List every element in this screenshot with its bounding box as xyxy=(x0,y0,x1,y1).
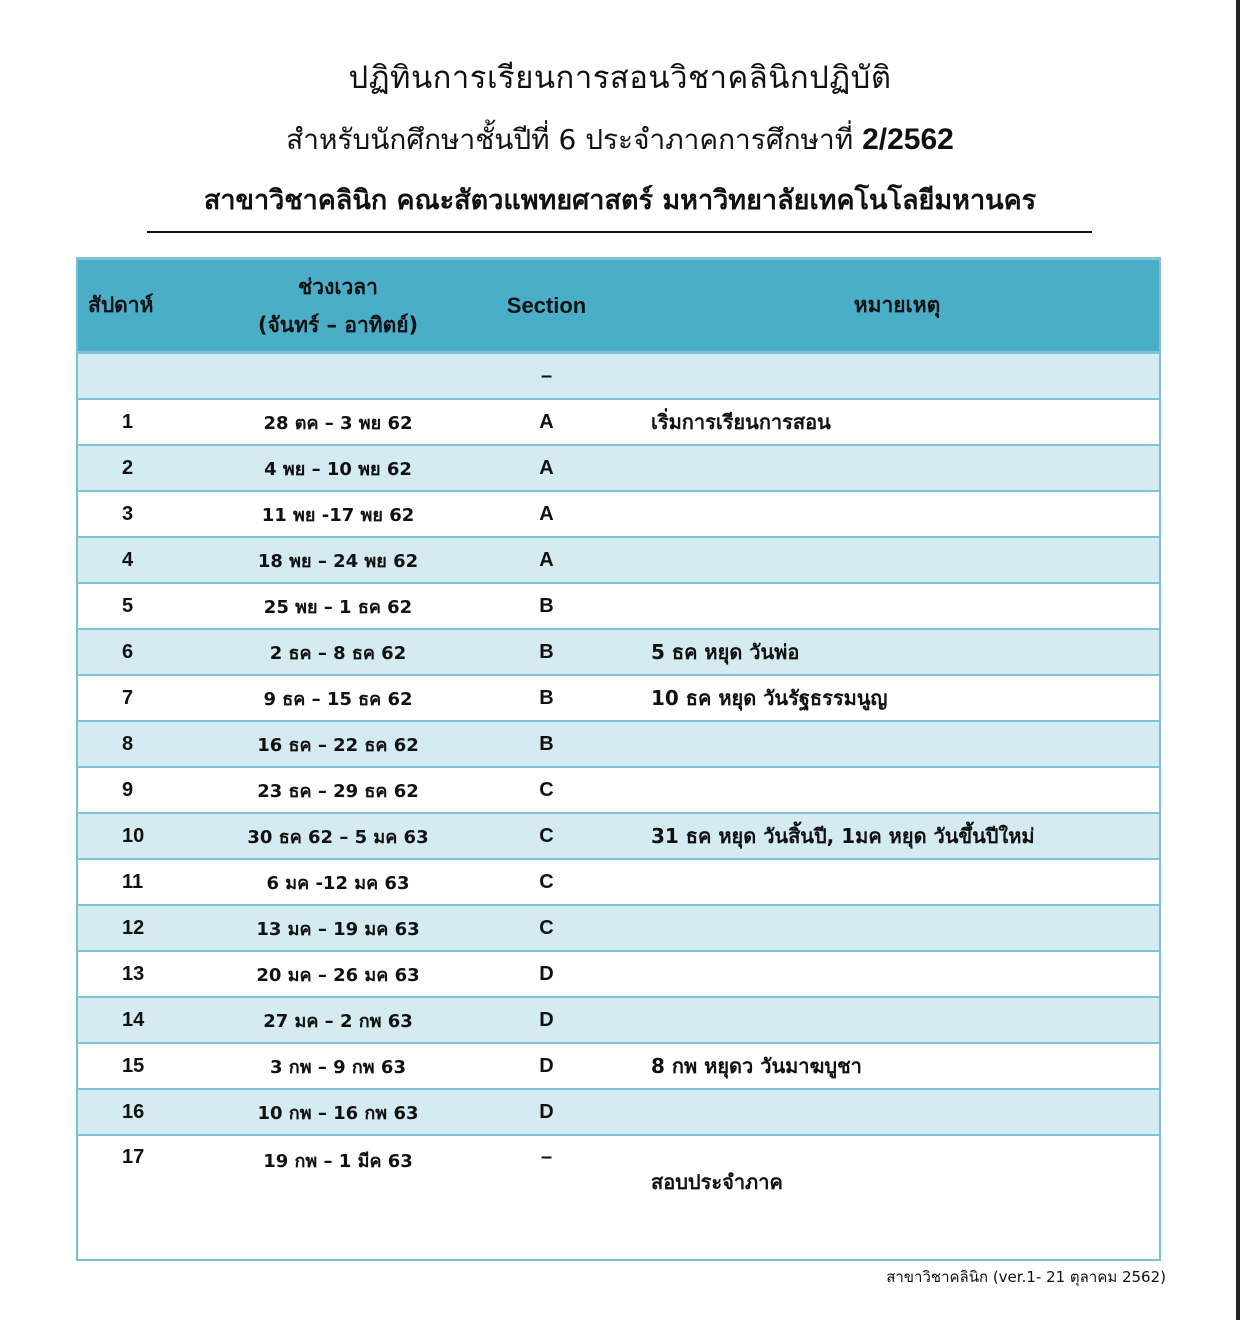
section-cell: B xyxy=(458,675,635,721)
time-cell: 16 ธค – 22 ธค 62 xyxy=(218,721,458,767)
subtitle-prefix: สำหรับนักศึกษาชั้นปีที่ 6 ประจำภาคการศึกษาที่ xyxy=(286,123,863,156)
week-cell: 8 xyxy=(78,721,218,767)
week-cell: 5 xyxy=(78,583,218,629)
section-cell: B xyxy=(458,629,635,675)
time-cell: 13 มค – 19 มค 63 xyxy=(218,905,458,951)
table-row xyxy=(78,675,1159,721)
note-cell: 5 ธค หยุด วันพ่อ xyxy=(635,629,1159,675)
week-cell: 2 xyxy=(78,445,218,491)
header-section: Section xyxy=(458,260,635,353)
section-cell: A xyxy=(458,399,635,445)
table-row xyxy=(78,1043,1159,1089)
time-cell: 27 มค – 2 กพ 63 xyxy=(218,997,458,1043)
header-note: หมายเหตุ xyxy=(635,260,1159,353)
time-cell: 18 พย – 24 พย 62 xyxy=(218,537,458,583)
header-time-line2: (จันทร์ – อาทิตย์) xyxy=(257,312,419,337)
section-cell: D xyxy=(458,1043,635,1089)
note-cell xyxy=(635,491,1159,537)
time-cell: 19 กพ – 1 มีค 63 xyxy=(263,1151,413,1172)
term-label: 2/2562 xyxy=(862,123,954,156)
table-row xyxy=(78,445,1159,491)
week-cell: 9 xyxy=(78,767,218,813)
page-title: ปฏิทินการเรียนการสอนวิชาคลินิกปฏิบัติ xyxy=(348,60,892,96)
note-cell: 31 ธค หยุด วันสิ้นปี, 1มค หยุด วันขึ้นปีใหม่ xyxy=(635,813,1159,859)
table-row xyxy=(78,629,1159,675)
title-divider xyxy=(147,231,1092,233)
table-row xyxy=(78,721,1159,767)
section-cell: C xyxy=(458,813,635,859)
note-cell: เริ่มการเรียนการสอน xyxy=(635,399,1159,445)
time-cell: 10 กพ – 16 กพ 63 xyxy=(218,1089,458,1135)
section-cell: A xyxy=(458,445,635,491)
section-cell: B xyxy=(458,721,635,767)
section-cell: D xyxy=(458,997,635,1043)
week-cell: 15 xyxy=(78,1043,218,1089)
note-cell: 10 ธค หยุด วันรัฐธรรมนูญ xyxy=(635,675,1159,721)
week-cell: 3 xyxy=(78,491,218,537)
time-cell: 25 พย – 1 ธค 62 xyxy=(218,583,458,629)
note-cell xyxy=(635,1089,1159,1135)
week-cell: 11 xyxy=(78,859,218,905)
note-cell xyxy=(635,537,1159,583)
note-cell xyxy=(635,353,1159,400)
table-row xyxy=(78,583,1159,629)
time-cell: 20 มค – 26 มค 63 xyxy=(218,951,458,997)
week-cell: 12 xyxy=(78,905,218,951)
note-cell: 8 กพ หยุดว วันมาฆบูชา xyxy=(635,1043,1159,1089)
section-cell: – xyxy=(458,353,635,400)
note-cell xyxy=(635,997,1159,1043)
week-cell xyxy=(78,353,218,400)
note-cell xyxy=(635,859,1159,905)
note-cell xyxy=(635,905,1159,951)
table-row xyxy=(78,951,1159,997)
time-cell: 30 ธค 62 – 5 มค 63 xyxy=(218,813,458,859)
section-cell: C xyxy=(458,767,635,813)
table-header-row xyxy=(78,260,1159,353)
table-row xyxy=(78,859,1159,905)
note-cell xyxy=(635,445,1159,491)
schedule-table-container xyxy=(76,257,1161,1261)
header-week: สัปดาห์ xyxy=(78,260,218,353)
week-cell: 17 xyxy=(122,1146,145,1168)
section-cell: A xyxy=(458,491,635,537)
section-cell: C xyxy=(458,859,635,905)
section-cell: D xyxy=(458,951,635,997)
table-row xyxy=(78,905,1159,951)
header-time xyxy=(218,260,458,353)
note-cell: สอบประจำภาค xyxy=(651,1170,783,1194)
week-cell: 10 xyxy=(78,813,218,859)
week-cell: 13 xyxy=(78,951,218,997)
table-row xyxy=(78,399,1159,445)
note-cell xyxy=(635,583,1159,629)
time-cell: 23 ธค – 29 ธค 62 xyxy=(218,767,458,813)
note-cell xyxy=(635,721,1159,767)
week-cell: 16 xyxy=(78,1089,218,1135)
time-cell xyxy=(218,353,458,400)
table-row xyxy=(78,1089,1159,1135)
time-cell: 2 ธค – 8 ธค 62 xyxy=(218,629,458,675)
section-cell: – xyxy=(540,1146,553,1168)
section-cell: C xyxy=(458,905,635,951)
table-row xyxy=(78,813,1159,859)
table-row xyxy=(78,767,1159,813)
note-cell xyxy=(635,767,1159,813)
week-cell: 4 xyxy=(78,537,218,583)
time-cell: 11 พย -17 พย 62 xyxy=(218,491,458,537)
week-cell: 7 xyxy=(78,675,218,721)
week-cell: 6 xyxy=(78,629,218,675)
table-row xyxy=(78,537,1159,583)
time-cell: 9 ธค – 15 ธค 62 xyxy=(218,675,458,721)
schedule-table xyxy=(78,260,1159,1298)
department-title: สาขาวิชาคลินิก คณะสัตวแพทยศาสตร์ มหาวิทยาลัยเทคโนโลยีมหานคร xyxy=(203,185,1037,216)
time-cell: 4 พย – 10 พย 62 xyxy=(218,445,458,491)
version-footer: สาขาวิชาคลินิก (ver.1- 21 ตุลาคม 2562) xyxy=(886,1268,1166,1286)
note-cell xyxy=(635,951,1159,997)
time-cell: 3 กพ – 9 กพ 63 xyxy=(218,1043,458,1089)
table-row xyxy=(78,997,1159,1043)
time-cell: 28 ตค – 3 พย 62 xyxy=(218,399,458,445)
week-cell: 1 xyxy=(78,399,218,445)
page-subtitle xyxy=(0,118,1240,162)
section-cell: A xyxy=(458,537,635,583)
table-row xyxy=(78,491,1159,537)
section-cell: D xyxy=(458,1089,635,1135)
week-cell: 14 xyxy=(78,997,218,1043)
table-row xyxy=(78,353,1159,400)
section-cell: B xyxy=(458,583,635,629)
header-time-line1: ช่วงเวลา xyxy=(298,274,378,299)
time-cell: 6 มค -12 มค 63 xyxy=(218,859,458,905)
